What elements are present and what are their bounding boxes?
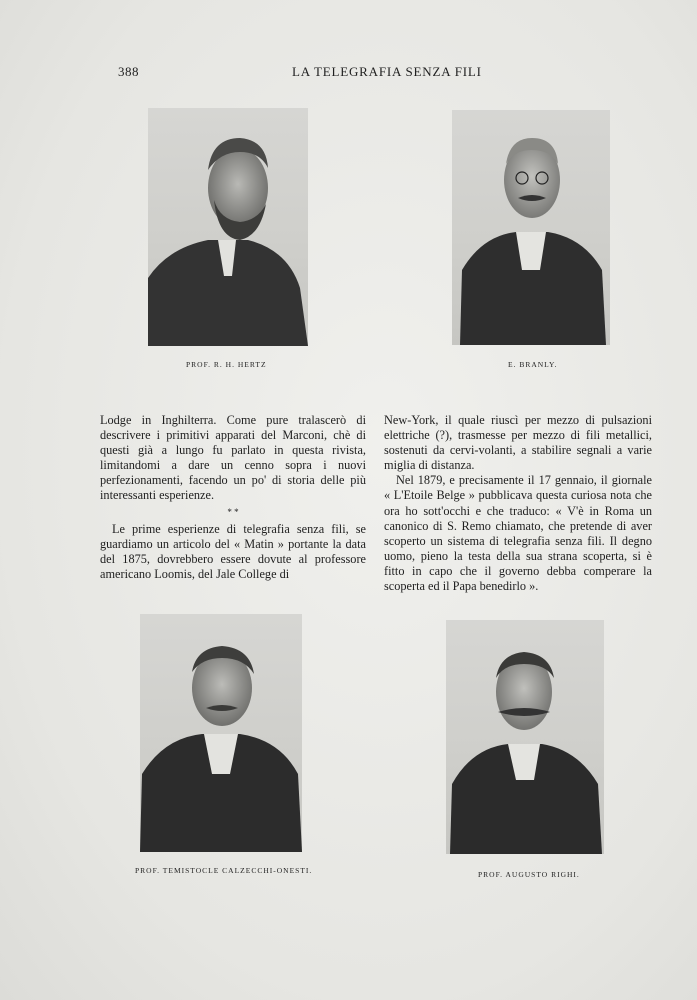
portrait-hertz <box>148 108 308 346</box>
portrait-branly-image <box>452 110 610 345</box>
caption-branly: E. BRANLY. <box>508 360 558 369</box>
portrait-righi-image <box>446 620 604 854</box>
right-paragraph-1: New-York, il quale riuscì per mezzo di pulsazioni elettriche (?), trasmesse per mezzo di fili metallici, sostenuti da cervi-volanti, a stabilire segnali a varie miglia di distanza. <box>384 413 652 473</box>
section-separator <box>100 508 366 516</box>
portrait-calzecchi-onesti-image <box>140 614 302 852</box>
right-column <box>384 413 652 594</box>
portrait-calzecchi-onesti <box>140 614 302 852</box>
left-column <box>100 413 366 582</box>
left-paragraph-1: Lodge in Inghilterra. Come pure tralascerò di descrivere i primitivi apparati del Marconi, chè di questi già a lungo fu parlato in questa rivista, limitandomi a dare un cenno sopra i nuovi perfezionamenti, facendo un po' di storia delle più interessanti esperienze. <box>100 413 366 503</box>
caption-calzecchi-onesti: PROF. TEMISTOCLE CALZECCHI-ONESTI. <box>135 866 313 875</box>
caption-righi: PROF. AUGUSTO RIGHI. <box>478 870 580 879</box>
separator-stars: * * <box>227 506 239 517</box>
portrait-hertz-image <box>148 108 308 346</box>
portrait-branly <box>452 110 610 345</box>
running-title: LA TELEGRAFIA SENZA FILI <box>292 64 482 79</box>
left-paragraph-2: Le prime esperienze di telegrafia senza fili, se guardiamo un articolo del « Matin » portante la data del 1875, dovrebbero essere dovute al professore americano Loomis, del Jale College di <box>100 521 366 581</box>
portrait-righi <box>446 620 604 854</box>
caption-hertz: PROF. R. H. HERTZ <box>186 360 267 369</box>
right-paragraph-2: Nel 1879, e precisamente il 17 gennaio, il giornale « L'Etoile Belge » pubblicava questa curiosa nota che ora ho sott'occhi e che traduco: « V'è in Roma un canonico di S. Remo chiamato, che pretende di aver scoperto un sistema di telegrafia senza fili. Il degno uomo, pieno la testa della sua strana scoperta, si è fitto in capo che il governo debba comperare la scoperta ed il Papa benedirlo ». <box>384 473 652 594</box>
page-number: 388 <box>118 64 139 79</box>
